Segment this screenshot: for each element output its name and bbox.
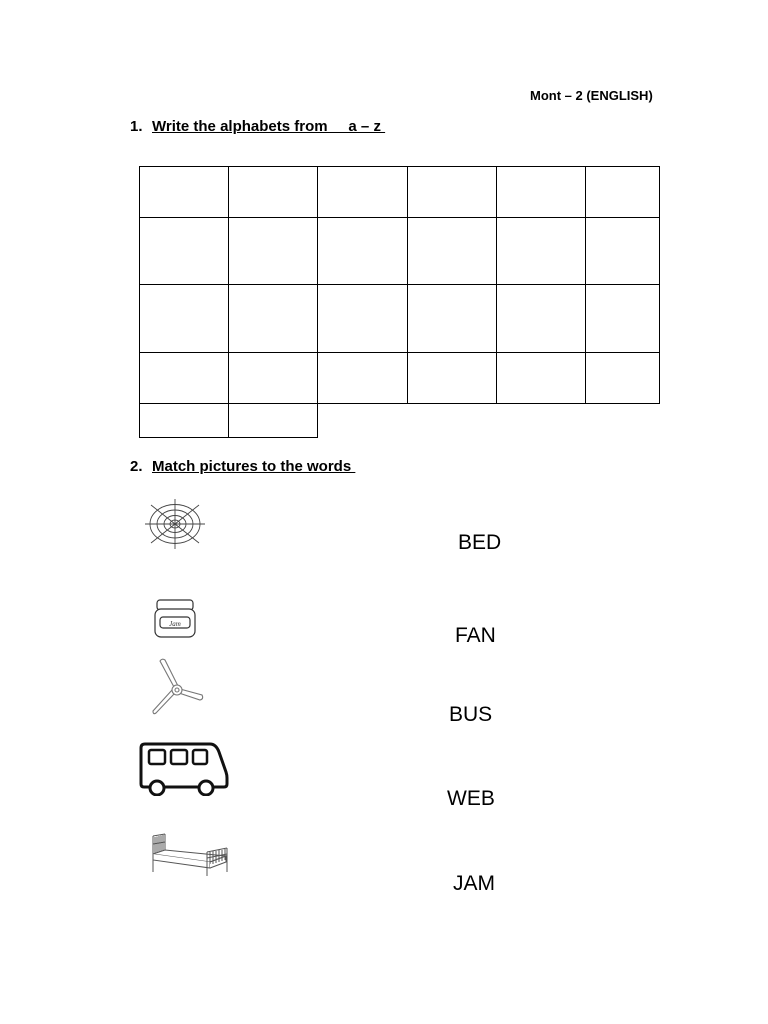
grid-cell[interactable] [139,217,229,285]
grid-cell[interactable] [407,284,497,353]
word-fan[interactable]: FAN [455,624,496,647]
ceiling-fan-icon [150,657,206,721]
grid-cell[interactable] [228,352,318,404]
worksheet-title: Mont – 2 (ENGLISH) [530,88,653,103]
grid-cell[interactable] [407,217,497,285]
grid-cell[interactable] [585,217,660,285]
grid-cell[interactable] [139,403,229,438]
grid-cell[interactable] [407,166,497,218]
question-1-number: 1. [130,118,143,135]
grid-cell[interactable] [317,284,408,353]
word-bed[interactable]: BED [458,531,502,554]
grid-cell[interactable] [317,217,408,285]
grid-cell[interactable] [317,166,408,218]
grid-cell[interactable] [496,166,586,218]
spider-web-icon [144,498,206,550]
picture-jam[interactable] [152,598,198,640]
word-jam[interactable]: JAM [453,872,495,895]
question-1 [130,118,385,135]
question-1-prompt: Write the alphabets from a – z [152,118,386,135]
grid-cell[interactable] [139,352,229,404]
grid-cell[interactable] [496,217,586,285]
word-bus[interactable]: BUS [449,703,493,726]
grid-cell[interactable] [585,284,660,353]
jam-label-lettering: Jam [169,620,181,628]
picture-bed[interactable] [150,832,230,878]
grid-cell[interactable] [228,403,318,438]
word-web[interactable]: WEB [447,787,495,810]
grid-cell[interactable] [496,284,586,353]
question-2 [130,458,355,475]
grid-cell[interactable] [317,352,408,404]
picture-bus[interactable] [138,742,230,796]
jam-jar-icon [152,598,198,640]
picture-web[interactable] [144,498,206,550]
bed-icon [150,832,230,878]
grid-cell[interactable] [139,166,229,218]
question-2-number: 2. [130,458,143,475]
grid-cell[interactable] [228,284,318,353]
grid-cell[interactable] [585,166,660,218]
grid-cell[interactable] [139,284,229,353]
bus-icon [138,742,230,796]
grid-cell[interactable] [228,217,318,285]
grid-cell[interactable] [585,352,660,404]
question-2-prompt: Match pictures to the words [152,458,356,475]
grid-cell[interactable] [407,352,497,404]
grid-cell[interactable] [496,352,586,404]
grid-cell[interactable] [228,166,318,218]
picture-fan[interactable] [150,657,206,721]
